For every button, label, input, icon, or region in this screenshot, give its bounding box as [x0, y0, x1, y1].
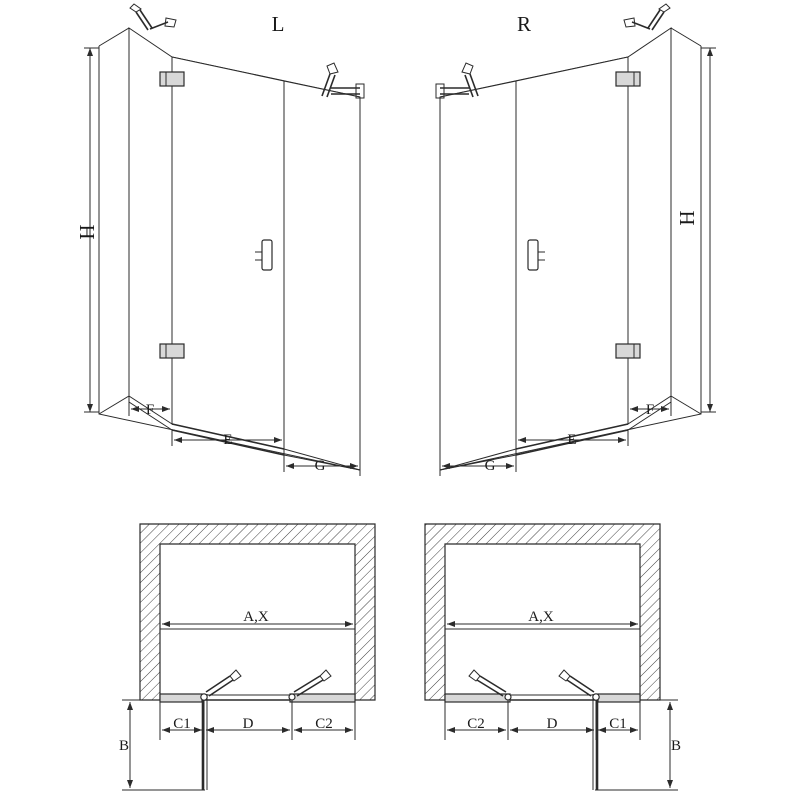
hinge-lower-right: [616, 344, 640, 358]
label-depth-left: B: [118, 738, 130, 754]
label-segment2-right: D: [546, 716, 558, 732]
label-door-right: E: [567, 432, 577, 448]
label-side-panel-left: F: [145, 402, 155, 418]
label-height-left: H: [75, 224, 99, 240]
fixed-panel-glass-left: [284, 81, 360, 470]
fixed-panel-glass-right: [440, 81, 516, 470]
panel-joint-right: [505, 694, 511, 700]
plan-stabiliser-right-b: [469, 670, 506, 696]
wall-top-edge-right: [671, 28, 701, 46]
label-fixed-panel-left: G: [314, 458, 326, 474]
label-fixed-panel-right: G: [484, 458, 496, 474]
label-depth-right: B: [670, 738, 682, 754]
dimension-B-left: [122, 700, 205, 790]
label-segment1-right: C2: [467, 716, 485, 732]
door-pivot-left: [201, 694, 207, 700]
door-handle-left: [262, 240, 272, 270]
plan-left-view: [119, 524, 375, 790]
plan-fixed-panel-c1-left: [160, 694, 202, 702]
elevation-left-view: [75, 4, 364, 476]
stabiliser-bar-right-b: [436, 63, 478, 98]
dimension-B-right: [595, 700, 678, 790]
label-segment3-right: C1: [609, 716, 627, 732]
label-side-panel-right: F: [645, 402, 655, 418]
title-left-variant: L: [271, 12, 285, 36]
dimension-height-right: [701, 48, 716, 412]
wall-bottom-edge-right: [671, 396, 701, 414]
side-panel-glass-right: [628, 28, 671, 424]
plan-stabiliser-left-a: [206, 670, 241, 696]
label-segment1-left: C1: [173, 716, 191, 732]
hinge-lower-left: [160, 344, 184, 358]
plan-stabiliser-right-a: [559, 670, 594, 696]
door-pivot-right: [593, 694, 599, 700]
elevation-right-view: [436, 4, 716, 476]
label-door-left: E: [223, 432, 233, 448]
door-handle-right: [528, 240, 538, 270]
label-total-width-right: A,X: [528, 609, 554, 625]
panel-joint-left: [289, 694, 295, 700]
stabiliser-bar-left-b: [322, 63, 364, 98]
label-height-right: H: [675, 210, 699, 226]
wall-bottom-edge-left: [99, 396, 129, 414]
hinge-upper-left: [160, 72, 184, 86]
plan-right-view: [425, 524, 681, 790]
stabiliser-bar-left-a: [130, 4, 176, 30]
label-segment3-left: C2: [315, 716, 333, 732]
label-total-width-left: A,X: [243, 609, 269, 625]
side-panel-glass-left: [129, 28, 172, 424]
hinge-upper-right: [616, 72, 640, 86]
plan-stabiliser-left-b: [294, 670, 331, 696]
stabiliser-bar-right-a: [624, 4, 670, 30]
label-segment2-left: D: [242, 716, 254, 732]
title-right-variant: R: [516, 12, 532, 36]
wall-top-edge-left: [99, 28, 129, 46]
plan-fixed-panel-c1-right: [598, 694, 640, 702]
